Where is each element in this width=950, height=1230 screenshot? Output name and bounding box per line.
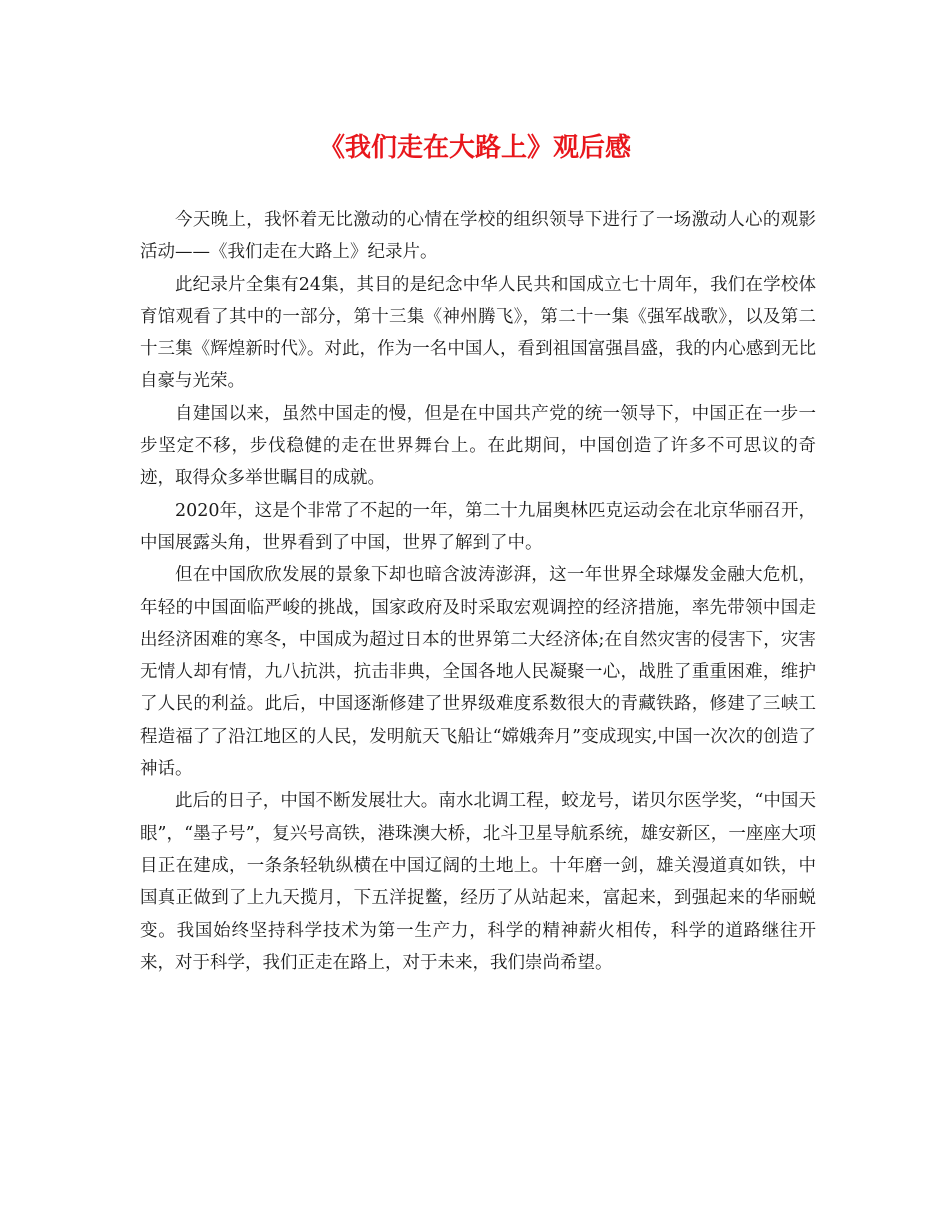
paragraph-5: 但在中国欣欣发展的景象下却也暗含波涛澎湃，这一年世界全球爆发金融大危机，年轻的中国面临严峻的挑战，国家政府及时采取宏观调控的经济措施，率先带领中国走出经济困难的寒冬，中国成为超过日本的世界第二大经济体;在自然灾害的侵害下，灾害无情人却有情，九八抗洪，抗击非典，全国各地人民凝聚一心，战胜了重重困难，维护了人民的利益。此后，中国逐渐修建了世界级难度系数很大的青藏铁路，修建了三峡工程造福了了沿江地区的人民，发明航天飞船让“嫦娥奔月”变成现实,中国一次次的创造了神话。 xyxy=(140,565,816,780)
document-body xyxy=(140,204,816,979)
document-title: 《我们走在大路上》观后感 xyxy=(318,133,631,163)
paragraph-4: 2020年，这是个非常了不起的一年，第二十九届奥林匹克运动会在北京华丽召开，中国展露头角，世界看到了中国，世界了解到了中。 xyxy=(140,500,816,553)
paragraph-2: 此纪录片全集有24集，其目的是纪念中华人民共和国成立七十周年，我们在学校体育馆观看了其中的一部分，第十三集《神州腾飞》，第二十一集《强军战歌》，以及第二十三集《辉煌新时代》。对此，作为一名中国人，看到祖国富强昌盛，我的内心感到无比自豪与光荣。 xyxy=(140,274,816,392)
paragraph-3: 自建国以来，虽然中国走的慢，但是在中国共产党的统一领导下，中国正在一步一步坚定不移，步伐稳健的走在世界舞台上。在此期间，中国创造了许多不可思议的奇迹，取得众多举世瞩目的成就。 xyxy=(140,403,816,489)
paragraph-6: 此后的日子，中国不断发展壮大。南水北调工程，蛟龙号，诺贝尔医学奖，“中国天眼”，“墨子号”，复兴号高铁，港珠澳大桥，北斗卫星导航系统，雄安新区，一座座大项目正在建成，一条条轻轨纵横在中国辽阔的土地上。十年磨一剑，雄关漫道真如铁，中国真正做到了上九天揽月，下五洋捉鳖，经历了从站起来，富起来，到强起来的华丽蜕变。我国始终坚持科学技术为第一生产力，科学的精神薪火相传，科学的道路继往开来，对于科学，我们正走在路上，对于未来，我们崇尚希望。 xyxy=(140,791,816,973)
paragraph-1: 今天晚上，我怀着无比激动的心情在学校的组织领导下进行了一场激动人心的观影活动——《我们走在大路上》纪录片。 xyxy=(140,210,816,263)
